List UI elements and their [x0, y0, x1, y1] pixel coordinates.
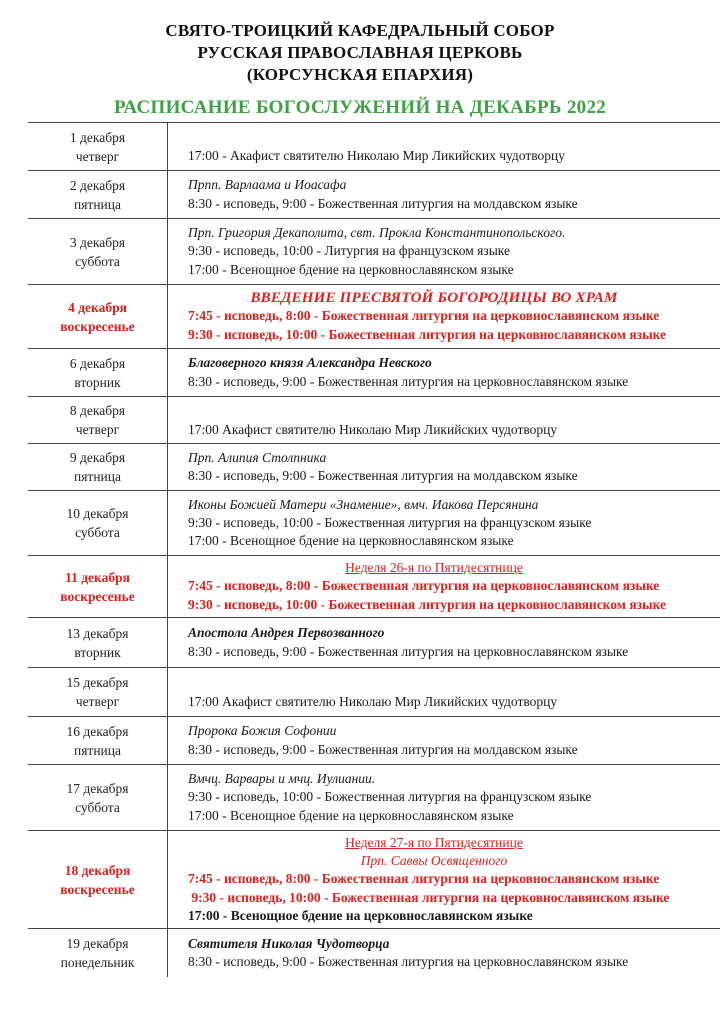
- table-row: [28, 444, 720, 491]
- date-cell: [28, 349, 168, 396]
- schedule-title: РАСПИСАНИЕ БОГОСЛУЖЕНИЙ НА ДЕКАБРЬ 2022: [113, 97, 607, 118]
- document-header: [0, 20, 720, 120]
- weekday: четверг: [75, 694, 120, 709]
- saint-commemoration: Прп. Григория Декаполита, свт. Прокла Константинопольского.: [188, 225, 566, 241]
- date-cell: [28, 618, 168, 667]
- diocese-name: (КОРСУНСКАЯ ЕПАРХИЯ): [246, 65, 474, 84]
- weekday: понедельник: [60, 955, 135, 970]
- service-line: 8:30 - исповедь, 9:00 - Божественная литургия на молдавском языке: [188, 195, 578, 211]
- services-cell: [168, 349, 720, 396]
- weekday: воскресенье: [60, 318, 135, 334]
- sunday-title: Неделя 26-я по Пятидесятнице: [345, 560, 523, 576]
- date-cell: [28, 929, 168, 977]
- services-cell: [168, 171, 720, 218]
- date: 18 декабря: [64, 862, 131, 878]
- saint-commemoration: Вмчц. Варвары и мчц. Иулиании.: [188, 771, 376, 787]
- service-line: 7:45 - исповедь, 8:00 - Божественная литургия на церковнославянском языке: [188, 308, 660, 324]
- table-row: [28, 123, 720, 171]
- service-line: 8:30 - исповедь, 9:00 - Божественная литургия на молдавском языке: [188, 741, 578, 757]
- date: 19 декабря: [66, 936, 129, 951]
- date-cell: [28, 219, 168, 284]
- table-row: [28, 285, 720, 349]
- services-cell: [168, 491, 720, 555]
- saint-commemoration: Пророка Божия Софонии: [188, 723, 337, 739]
- service-line: 17:00 Акафист святителю Николаю Мир Ликийских чудотворцу: [188, 421, 558, 437]
- service-line: 17:00 - Всенощное бдение на церковнославянском языке: [188, 261, 514, 277]
- date: 13 декабря: [66, 625, 129, 641]
- service-line: 17:00 - Акафист святителю Николаю Мир Ликийских чудотворцу: [188, 148, 565, 164]
- service-line: 17:00 - Всенощное бдение на церковнославянском языке: [188, 533, 514, 549]
- table-row: [28, 831, 720, 929]
- table-row: [28, 491, 720, 556]
- service-line: 17:00 - Всенощное бдение на церковнославянском языке: [188, 807, 514, 823]
- services-cell: [168, 556, 720, 617]
- date: 15 декабря: [66, 675, 129, 690]
- services-cell: [168, 444, 720, 490]
- service-line: 9:30 - исповедь, 10:00 - Божественная литургия на церковнославянском языке: [188, 326, 667, 342]
- service-line: 8:30 - исповедь, 9:00 - Божественная литургия на церковнославянском языке: [188, 954, 629, 969]
- date-cell: [28, 765, 168, 830]
- saint-commemoration: Святителя Николая Чудотворца: [188, 935, 390, 951]
- weekday: пятница: [74, 469, 121, 484]
- date: 1 декабря: [69, 129, 126, 145]
- service-line: 8:30 - исповедь, 9:00 - Божественная литургия на молдавском языке: [188, 468, 578, 483]
- date: 17 декабря: [66, 780, 129, 796]
- date-cell: [28, 444, 168, 490]
- weekday: вторник: [74, 374, 121, 390]
- date: 9 декабря: [69, 450, 126, 465]
- saint-commemoration: Благоверного князя Александра Невского: [188, 355, 432, 371]
- services-cell: [168, 397, 720, 443]
- services-cell: [168, 765, 720, 830]
- date-cell: [28, 397, 168, 443]
- church-name: РУССКАЯ ПРАВОСЛАВНАЯ ЦЕРКОВЬ: [197, 43, 523, 62]
- service-line: 7:45 - исповедь, 8:00 - Божественная литургия на церковнославянском языке: [188, 871, 660, 887]
- weekday: воскресенье: [60, 588, 135, 604]
- weekday: четверг: [75, 148, 120, 164]
- weekday: суббота: [75, 253, 120, 269]
- table-row: [28, 929, 720, 977]
- weekday: вторник: [74, 644, 121, 660]
- table-row: [28, 349, 720, 397]
- table-row: [28, 668, 720, 717]
- saint-commemoration: Апостола Андрея Первозванного: [188, 625, 385, 641]
- table-row: [28, 171, 720, 219]
- date-cell: [28, 668, 168, 716]
- saint-commemoration: Иконы Божией Матери «Знамение», вмч. Иакова Персянина: [188, 496, 539, 512]
- date-cell: [28, 717, 168, 764]
- date: 16 декабря: [66, 723, 129, 739]
- services-cell: [168, 668, 720, 716]
- date: 3 декабря: [69, 234, 126, 250]
- feast-title: ВВЕДЕНИЕ ПРЕСВЯТОЙ БОГОРОДИЦЫ ВО ХРАМ: [250, 290, 618, 307]
- date: 6 декабря: [69, 355, 126, 371]
- services-cell: [168, 285, 720, 348]
- date: 10 декабря: [66, 506, 129, 521]
- service-line: 17:00 Акафист святителю Николаю Мир Ликийских чудотворцу: [188, 693, 558, 709]
- table-row: [28, 717, 720, 765]
- date: 11 декабря: [65, 569, 130, 585]
- table-row: [28, 397, 720, 444]
- weekday: суббота: [75, 799, 120, 815]
- service-line: 9:30 - исповедь, 10:00 - Божественная литургия на церковнославянском языке: [188, 889, 670, 905]
- services-cell: [168, 831, 720, 928]
- saint-commemoration: Прп. Алипия Столпника: [188, 449, 327, 465]
- sunday-title: Неделя 27-я по Пятидесятнице: [345, 834, 523, 850]
- table-row: [28, 765, 720, 831]
- service-line: 9:30 - исповедь, 10:00 - Литургия на французском языке: [188, 243, 510, 259]
- service-line: 9:30 - исповедь, 10:00 - Божественная литургия на церковнославянском языке: [188, 596, 667, 612]
- date-cell: [28, 171, 168, 218]
- date: 4 декабря: [68, 299, 127, 315]
- service-line: 8:30 - исповедь, 9:00 - Божественная литургия на церковнославянском языке: [188, 373, 629, 389]
- services-cell: [168, 717, 720, 764]
- saint-commemoration: Прп. Саввы Освященного: [360, 853, 508, 869]
- date-cell: [28, 123, 168, 170]
- date-cell: [28, 285, 168, 348]
- table-row: [28, 618, 720, 668]
- services-cell: [168, 618, 720, 667]
- schedule-table: [28, 122, 720, 977]
- weekday: суббота: [75, 525, 120, 540]
- table-row: [28, 219, 720, 285]
- service-line: 7:45 - исповедь, 8:00 - Божественная литургия на церковнославянском языке: [188, 578, 660, 594]
- services-cell: [168, 929, 720, 977]
- weekday: пятница: [74, 196, 121, 212]
- date-cell: [28, 831, 168, 928]
- date-cell: [28, 556, 168, 617]
- services-cell: [168, 123, 720, 170]
- service-line: 17:00 - Всенощное бдение на церковнославянском языке: [188, 907, 533, 923]
- weekday: пятница: [74, 742, 121, 758]
- date: 2 декабря: [69, 177, 126, 193]
- cathedral-name: СВЯТО-ТРОИЦКИЙ КАФЕДРАЛЬНЫЙ СОБОР: [165, 21, 555, 40]
- table-row: [28, 556, 720, 618]
- weekday: воскресенье: [60, 881, 135, 897]
- saint-commemoration: Прпп. Варлаама и Иоасафа: [188, 177, 347, 193]
- date-cell: [28, 491, 168, 555]
- service-line: 9:30 - исповедь, 10:00 - Божественная литургия на французском языке: [188, 514, 592, 530]
- services-cell: [168, 219, 720, 284]
- service-line: 9:30 - исповедь, 10:00 - Божественная литургия на французском языке: [188, 789, 592, 805]
- service-line: 8:30 - исповедь, 9:00 - Божественная литургия на церковнославянском языке: [188, 643, 629, 659]
- weekday: четверг: [75, 422, 120, 437]
- date: 8 декабря: [69, 403, 126, 418]
